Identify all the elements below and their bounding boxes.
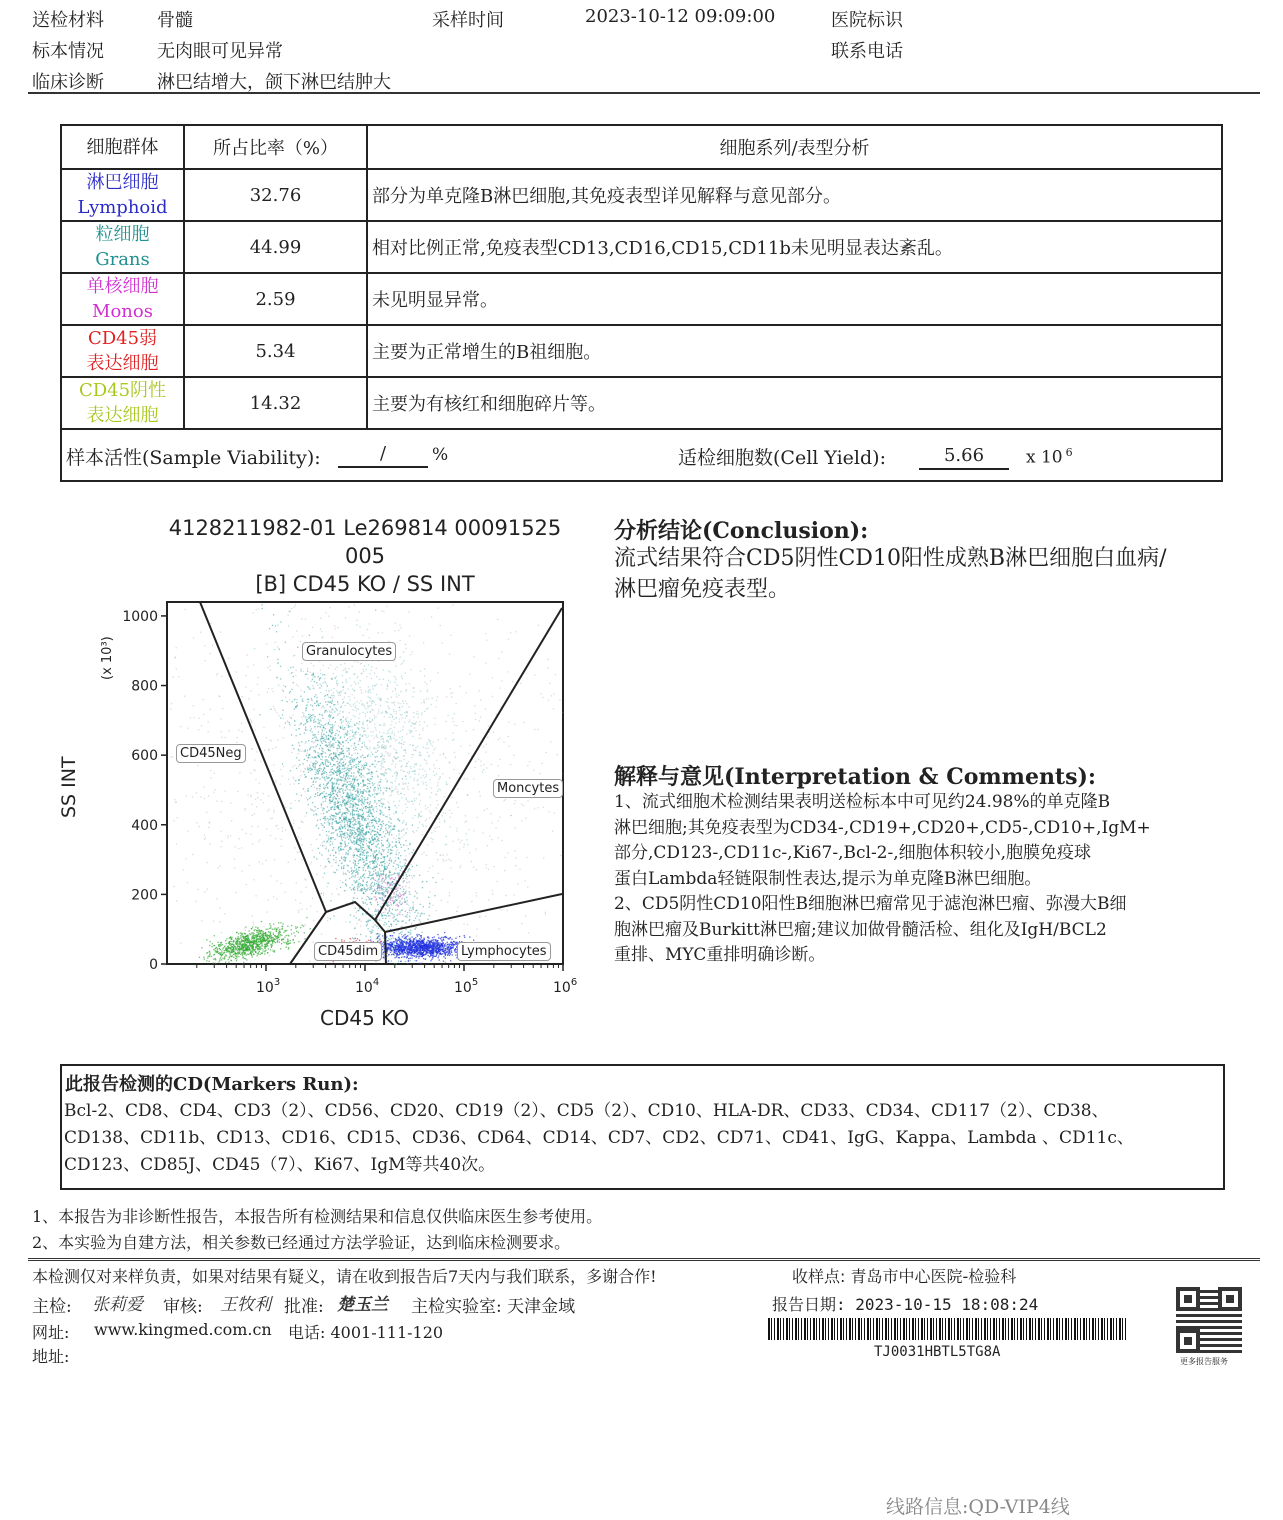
viability-row <box>61 429 1222 481</box>
conclusion-line: 淋巴瘤免疫表型。 <box>614 577 791 602</box>
yield-value: 5.66 <box>919 445 1009 470</box>
population-en: Monos <box>92 301 153 322</box>
markers-line: CD123、CD85J、CD45（7）、Ki67、IgM等共40次。 <box>64 1155 496 1175</box>
viability-cell <box>61 429 1222 481</box>
website-link[interactable]: www.kingmed.com.cn <box>94 1320 272 1339</box>
tel: 电话: 4001-111-120 <box>288 1323 444 1342</box>
specimen-label: 标本情况 <box>32 41 104 62</box>
markers-line: Bcl-2、CD8、CD4、CD3（2）、CD56、CD20、CD19（2）、CD5（2）、CD10、HLA-DR、CD33、CD34、CD117（2）、CD38、 <box>64 1101 1109 1121</box>
footer-disclaimer: 本检测仅对来样负责，如果对结果有疑义，请在收到报告后7天内与我们联系，多谢合作! <box>32 1267 657 1286</box>
x-tick-label: $10^3$ <box>256 977 281 996</box>
gate-label-granulocytes: Granulocytes <box>302 642 396 661</box>
interpretation-line: 胞淋巴瘤及Burkitt淋巴瘤;建议加做骨髓活检、组化及IgH/BCL2 <box>614 919 1107 940</box>
material-value: 骨髓 <box>157 10 193 31</box>
interpretation-title: 解释与意见(Interpretation & Comments): <box>614 764 1097 790</box>
collection-point: 收样点: 青岛市中心医院-检验科 <box>792 1267 1017 1286</box>
qr-caption: 更多报告服务 <box>1180 1357 1228 1366</box>
qr-code[interactable] <box>1176 1287 1242 1353</box>
phone-label: 联系电话 <box>831 41 903 62</box>
population-cn: CD45阴性 <box>78 380 167 401</box>
population-name <box>61 325 184 377</box>
population-name <box>61 169 184 221</box>
checker-label: 主检: <box>32 1297 72 1317</box>
population-analysis: 主要为正常增生的B祖细胞。 <box>367 325 1222 377</box>
conclusion-body <box>614 543 1167 605</box>
col-population: 细胞群体 <box>61 125 184 169</box>
note-line: 1、本报告为非诊断性报告，本报告所有检测结果和信息仅供临床医生参考使用。 <box>32 1207 603 1226</box>
col-analysis: 细胞系列/表型分析 <box>367 125 1222 169</box>
population-name <box>61 273 184 325</box>
viability-label: 样本活性(Sample Viability): <box>66 447 321 469</box>
table-row <box>61 169 1222 221</box>
gate-label-cd45dim: CD45dim <box>314 942 382 961</box>
viability-unit: % <box>432 445 449 465</box>
table-row <box>61 325 1222 377</box>
cell-population-table <box>60 124 1223 482</box>
interpretation-line: 2、CD5阴性CD10阳性B细胞淋巴瘤常见于滤泡淋巴瘤、弥漫大B细 <box>614 894 1127 914</box>
population-percent: 5.34 <box>184 325 367 377</box>
markers-line: CD138、CD11b、CD13、CD16、CD15、CD36、CD64、CD14、CD7、CD2、CD71、CD41、IgG、Kappa、Lambda 、CD11c、 <box>64 1128 1134 1148</box>
markers-list <box>64 1098 1134 1179</box>
population-cn: 单核细胞 <box>86 276 159 297</box>
y-tick-label: 200 <box>131 887 158 904</box>
y-tick-label: 400 <box>131 817 158 834</box>
population-en: 表达细胞 <box>86 353 159 374</box>
address-label: 地址: <box>32 1347 70 1366</box>
interpretation-body <box>614 790 1234 969</box>
population-en: Lymphoid <box>77 197 168 218</box>
line-info: 线路信息:QD-VIP4线 <box>886 1496 1070 1518</box>
y-axis-label-text: SS INT <box>58 756 80 818</box>
x-tick-exponent: 5 <box>471 977 479 988</box>
gate-cd45dim-right-line <box>385 932 386 964</box>
population-cn: CD45弱 <box>87 328 158 349</box>
table-row <box>61 221 1222 273</box>
col-percent: 所占比率（%） <box>184 125 367 169</box>
note-line: 2、本实验为自建方法，相关参数已经通过方法学验证，达到临床检测要求。 <box>32 1233 571 1252</box>
table-header-row <box>61 125 1222 169</box>
conclusion-title: 分析结论(Conclusion): <box>614 518 869 544</box>
gate-label-cd45neg: CD45Neg <box>176 744 246 763</box>
barcode <box>768 1318 1126 1340</box>
population-en: Grans <box>95 249 150 270</box>
population-percent: 44.99 <box>184 221 367 273</box>
website-label: 网址: <box>32 1323 70 1342</box>
population-cn: 粒细胞 <box>95 224 150 245</box>
qr-corner <box>1176 1287 1200 1311</box>
x-axis-label: CD45 KO <box>320 1006 409 1030</box>
table-row <box>61 273 1222 325</box>
markers-title: 此报告检测的CD(Markers Run): <box>65 1074 359 1095</box>
approver-signature: 楚玉兰 <box>337 1295 388 1315</box>
conclusion-line: 流式结果符合CD5阴性CD10阳性成熟B淋巴细胞白血病/ <box>614 546 1167 571</box>
plot-title-line2: 005 <box>344 544 386 568</box>
y-tick-label: 1000 <box>122 608 158 625</box>
yield-exponent: 6 <box>1065 446 1073 459</box>
interpretation-line: 部分,CD123-,CD11c-,Ki67-,Bcl-2-,细胞体积较小,胞膜免疫球 <box>614 843 1092 863</box>
yield-unit <box>1026 446 1073 468</box>
population-percent: 32.76 <box>184 169 367 221</box>
gate-label-lymphocytes: Lymphocytes <box>457 942 551 961</box>
population-cn: 淋巴细胞 <box>86 172 159 193</box>
population-analysis: 未见明显异常。 <box>367 273 1222 325</box>
interpretation-line: 1、流式细胞术检测结果表明送检标本中可见约24.98%的单克隆B <box>614 792 1111 812</box>
population-analysis: 部分为单克隆B淋巴细胞,其免疫表型详见解释与意见部分。 <box>367 169 1222 221</box>
reviewer-signature: 王牧利 <box>220 1295 271 1315</box>
notes <box>32 1204 602 1256</box>
population-analysis: 主要为有核红和细胞碎片等。 <box>367 377 1222 429</box>
diagnosis-label: 临床诊断 <box>32 72 104 93</box>
table-row <box>61 377 1222 429</box>
y-tick-label: 0 <box>149 957 158 973</box>
plot-title-line1: 4128211982-01 Le269814 00091525 <box>168 516 562 540</box>
interpretation-line: 重排、MYC重排明确诊断。 <box>614 945 826 965</box>
approver-label: 批准: <box>284 1297 324 1317</box>
y-tick-label: 800 <box>131 678 158 695</box>
interpretation-line: 淋巴细胞;其免疫表型为CD34-,CD19+,CD20+,CD5-,CD10+,IgM+ <box>614 817 1151 838</box>
viability-value: / <box>338 443 428 468</box>
x-tick-exponent: 3 <box>273 977 281 988</box>
population-analysis: 相对比例正常,免疫表型CD13,CD16,CD15,CD11b未见明显表达紊乱。 <box>367 221 1222 273</box>
population-percent: 14.32 <box>184 377 367 429</box>
report-date: 报告日期: 2023-10-15 18:08:24 <box>772 1295 1039 1314</box>
y-multiplier: (x 10³) <box>100 636 115 680</box>
population-percent: 2.59 <box>184 273 367 325</box>
plot-title <box>150 514 580 598</box>
hospital-id-label: 医院标识 <box>831 10 903 31</box>
population-en: 表达细胞 <box>86 405 159 426</box>
x-tick-label: $10^5$ <box>454 977 479 996</box>
x-tick-exponent: 4 <box>372 977 380 988</box>
gate-label-moncytes: Moncytes <box>493 779 563 798</box>
reviewer-label: 审核: <box>163 1297 203 1317</box>
qr-corner <box>1218 1287 1242 1311</box>
barcode-text: TJ0031HBTL5TG8A <box>874 1344 1001 1360</box>
sample-time-label: 采样时间 <box>432 10 504 31</box>
x-tick-exponent: 6 <box>570 977 578 988</box>
qr-corner <box>1176 1329 1200 1353</box>
x-tick-label: $10^4$ <box>355 977 380 996</box>
checker-signature: 张莉爱 <box>92 1295 143 1315</box>
yield-unit-base: x 10 <box>1026 447 1063 468</box>
diagnosis-value: 淋巴结增大，颌下淋巴结肿大 <box>157 72 391 93</box>
specimen-value: 无肉眼可见异常 <box>157 41 283 62</box>
x-tick-label: $10^6$ <box>553 977 578 996</box>
plot-title-line3: [B] CD45 KO / SS INT <box>255 572 475 596</box>
population-name <box>61 221 184 273</box>
lab-label: 主检实验室: 天津金域 <box>411 1297 576 1317</box>
material-label: 送检材料 <box>32 10 104 31</box>
footer-divider <box>28 1258 1260 1261</box>
interpretation-line: 蛋白Lambda轻链限制性表达,提示为单克隆B淋巴细胞。 <box>614 868 1042 889</box>
y-tick-label: 600 <box>131 748 158 765</box>
sample-time-value: 2023-10-12 09:09:00 <box>585 6 776 27</box>
population-name <box>61 377 184 429</box>
yield-label: 适检细胞数(Cell Yield): <box>678 447 886 469</box>
markers-box <box>60 1064 1225 1190</box>
header-divider <box>28 92 1260 94</box>
